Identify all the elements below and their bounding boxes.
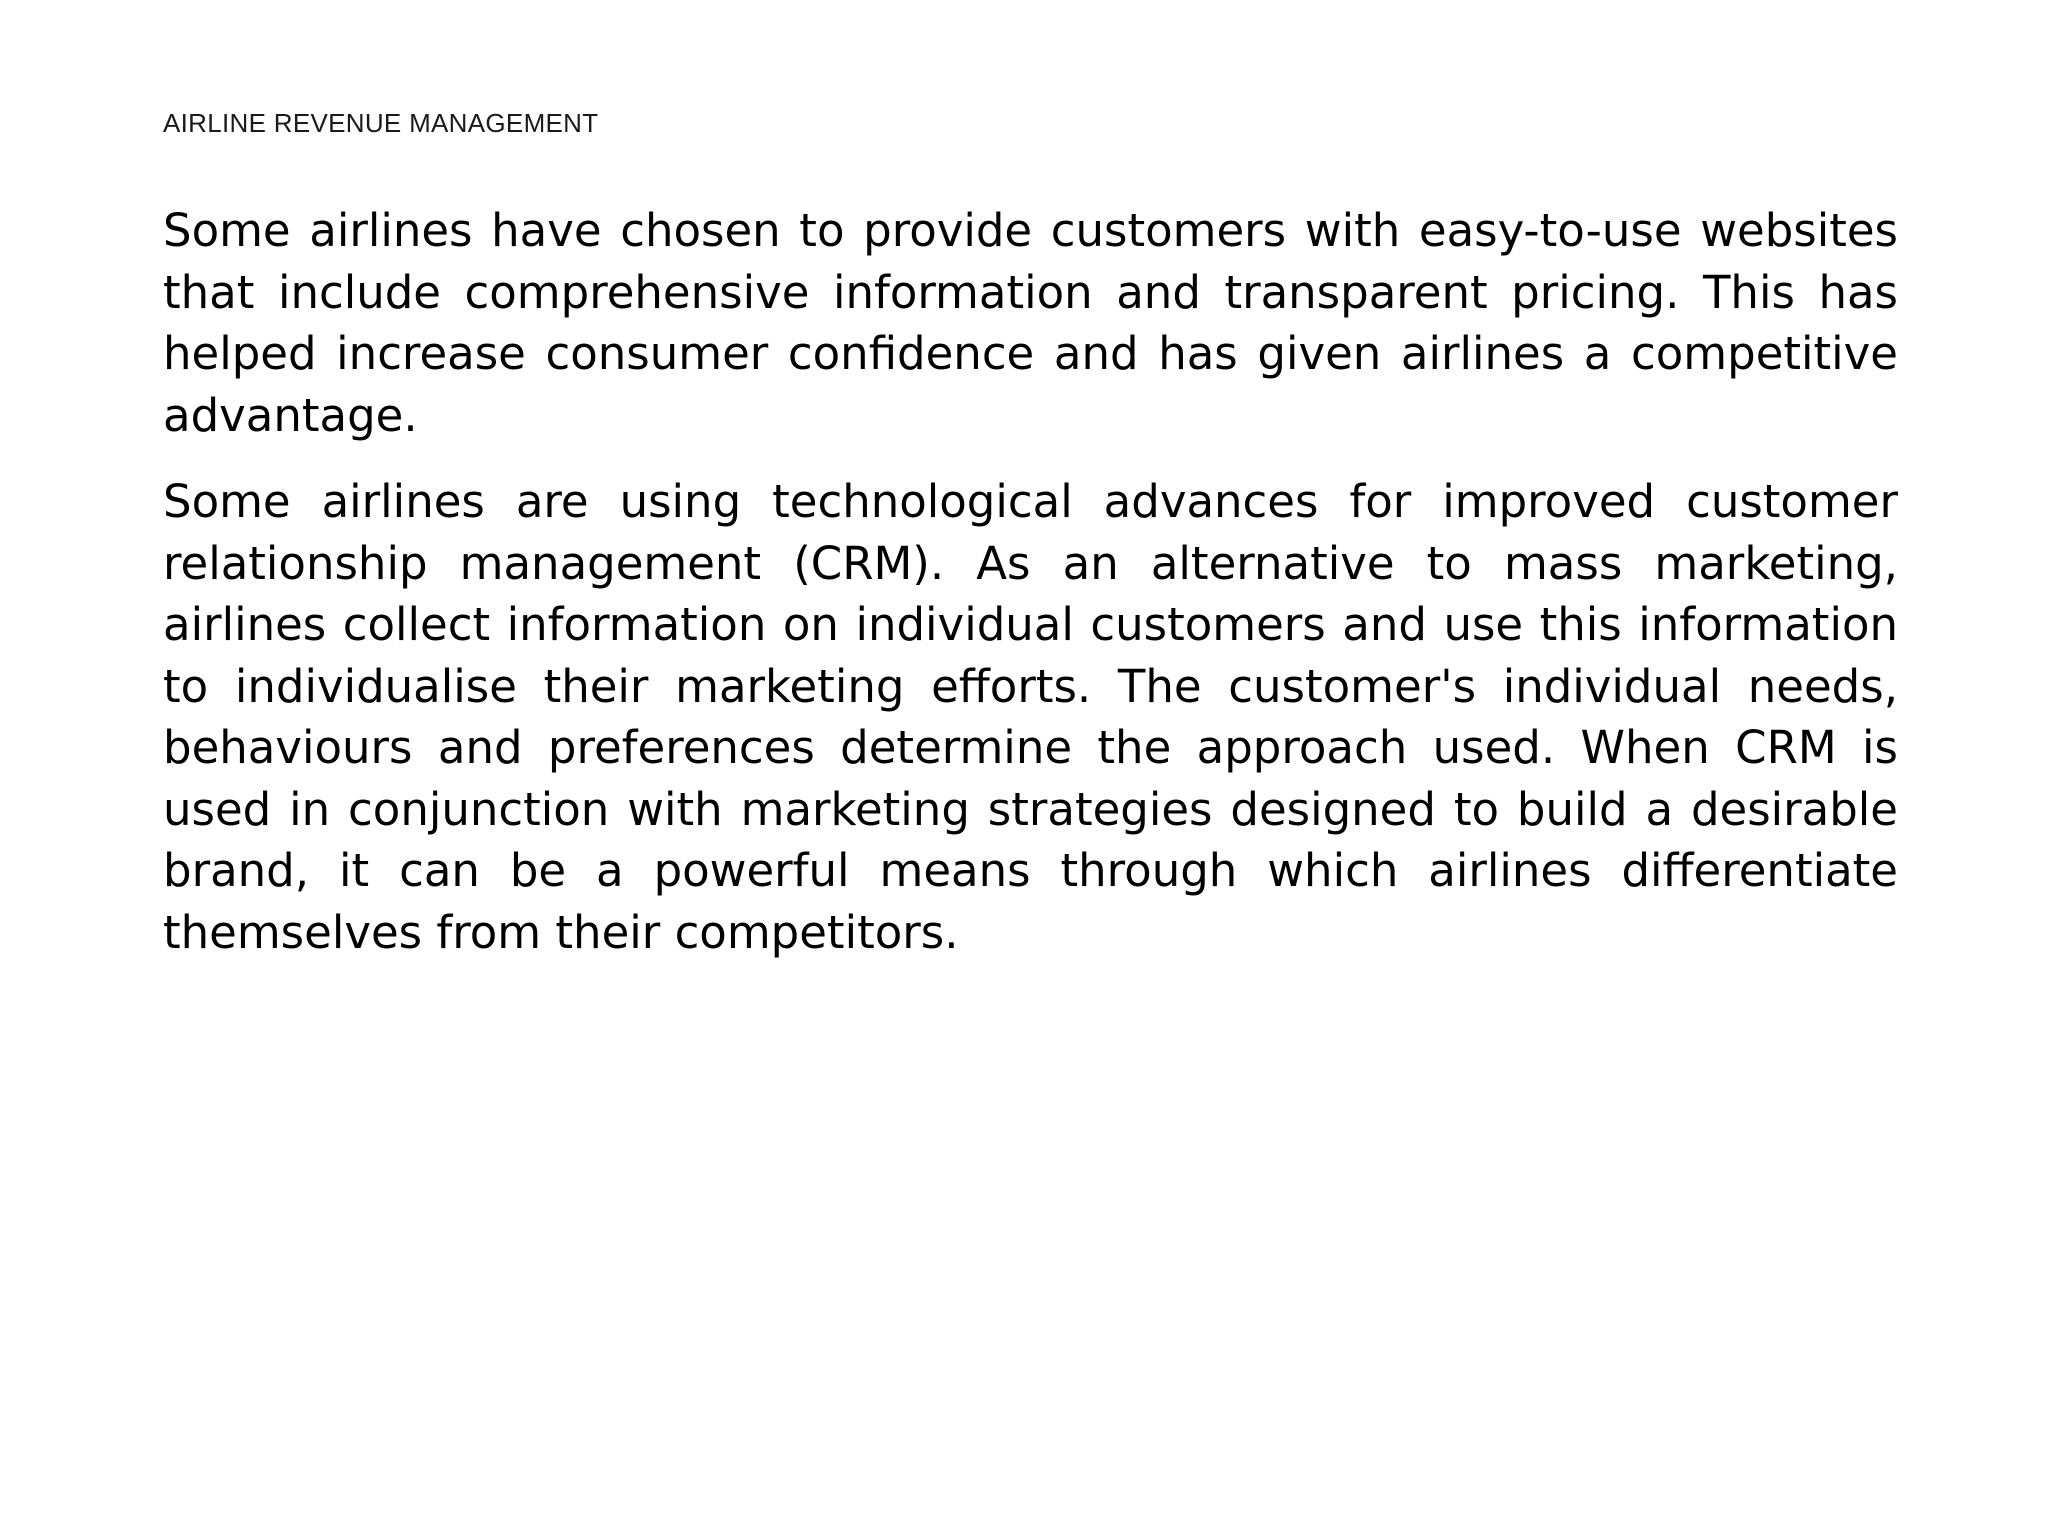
paragraph-website-pricing: Some airlines have chosen to provide customers with easy-to-use websites that include comprehensive information and transparent pricing. This has helped increase consumer confidence and has given airlines a competitive advantage. [163, 204, 1898, 442]
body-text [163, 200, 1898, 963]
running-header: AIRLINE REVENUE MANAGEMENT [163, 108, 599, 138]
paragraph-crm: Some airlines are using technological advances for improved customer relationship management (CRM). As an alternative to mass marketing, airlines collect information on individual customers and use this information to individualise their marketing efforts. The customer's individual needs, behaviours and preferences determine the approach used. When CRM is used in conjunction with marketing strategies designed to build a desirable brand, it can be a powerful means through which airlines differentiate themselves from their competitors. [163, 475, 1898, 959]
